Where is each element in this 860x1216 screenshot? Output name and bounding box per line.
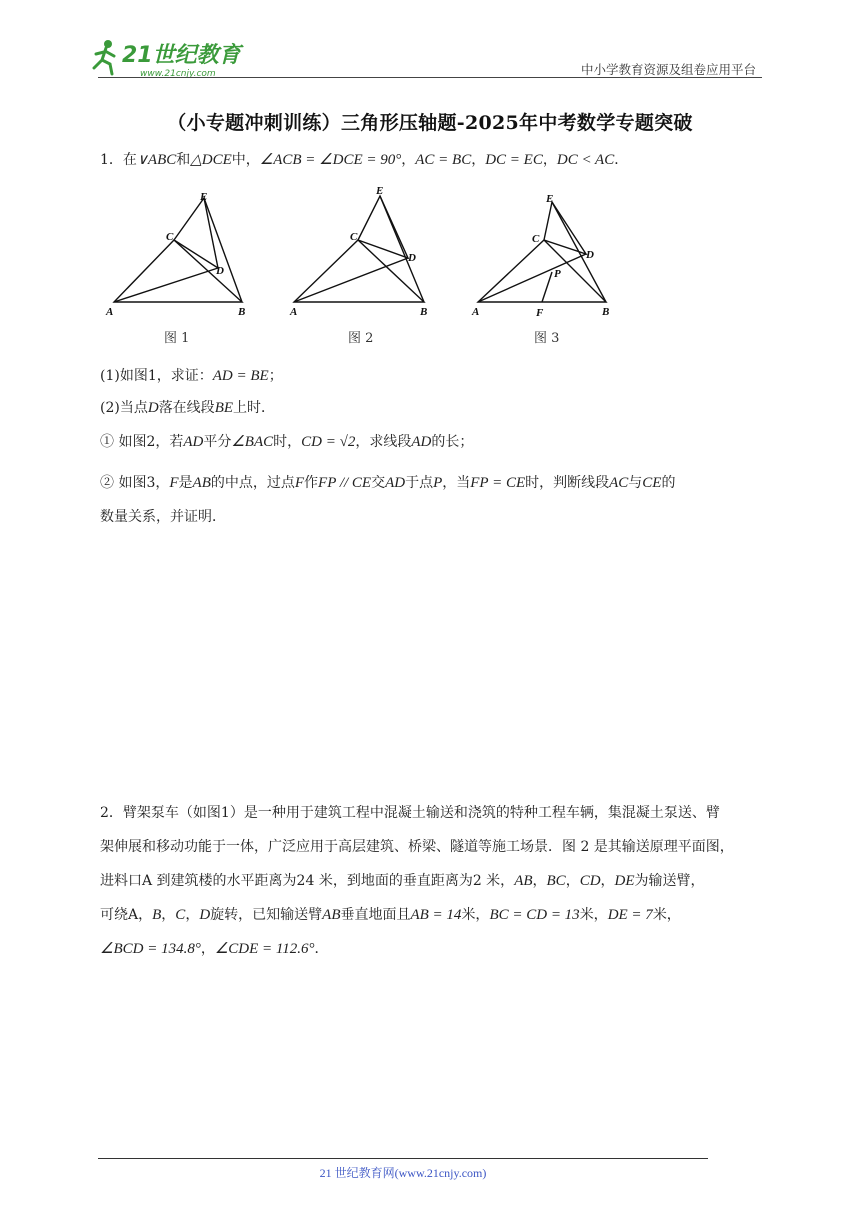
q1-subpart2: ② 如图3，F是AB的中点，过点F作FP // CE交AD于点P，当FP = CE时，判断线段AC与CE的 数量关系，并证明． [100, 475, 676, 525]
fig1-label-A: A [106, 306, 114, 318]
fig3-label-F: F [536, 307, 544, 319]
q2-stem [100, 796, 762, 966]
q2-line-3: 进料口A 到建筑楼的水平距离为24 米，到地面的垂直距离为2 米，AB，BC，CD，DE为输送臂， [100, 873, 705, 889]
q2-line-5: ∠BCD = 134.8°，∠CDE = 112.6°． [100, 941, 329, 957]
fig3-label-B: B [602, 306, 610, 318]
q1-part1: (1)如图1，求证：AD = BE； [100, 368, 283, 384]
fig1-label-D: D [216, 265, 224, 277]
fig1-caption: 图 1 [164, 331, 190, 346]
q2-line-2: 架伸展和移动功能于一体，广泛应用于高层建筑、桥梁、隧道等施工场景．图 2 是其输送原理平面图， [100, 839, 734, 855]
q1-number: 1． [100, 152, 123, 168]
q1-subpart1: ① 如图2，若AD平分∠BAC时，CD = √2，求线段AD的长； [100, 434, 474, 450]
fig2-label-A: A [290, 306, 298, 318]
q2-line-1: 2．臂架泵车（如图1）是一种用于建筑工程中混凝土输送和浇筑的特种工程车辆，集混凝土泵送、臂 [100, 805, 720, 821]
figure-2 [294, 196, 424, 302]
fig3-caption: 图 3 [534, 331, 560, 346]
header-divider [98, 77, 762, 78]
q2-line-4: 可绕A，B，C，D旋转，已知输送臂AB垂直地面且AB = 14米，BC = CD = 13米，DE = 7米， [100, 907, 681, 923]
footer-divider [98, 1158, 708, 1159]
fig2-caption: 图 2 [348, 331, 374, 346]
fig2-label-E: E [376, 185, 384, 197]
site-logo [92, 34, 262, 82]
fig3-label-E: E [546, 193, 554, 205]
footer-link[interactable]: 21 世纪教育网(www.21cnjy.com) [319, 1166, 487, 1180]
figure-1 [114, 198, 242, 302]
q1-stem: 1．在∨ABC和△DCE中，∠ACB = ∠DCE = 90°，AC = BC，DC = EC，DC < AC． [100, 152, 629, 168]
fig3-label-C: C [532, 233, 540, 245]
fig3-label-P: P [554, 268, 561, 280]
q1-figures [100, 182, 630, 352]
fig2-label-B: B [420, 306, 428, 318]
fig2-label-C: C [350, 231, 358, 243]
header-platform-text: 中小学教育资源及组卷应用平台 [580, 62, 756, 77]
fig1-label-B: B [238, 306, 246, 318]
logo-text: 21世纪教育 [122, 43, 241, 68]
fig2-label-D: D [408, 252, 416, 264]
fig1-label-E: E [200, 191, 208, 203]
fig3-label-D: D [586, 249, 594, 261]
page-title: （小专题冲刺训练）三角形压轴题-2025年中考数学专题突破 [167, 112, 693, 134]
q1-part2: (2)当点D落在线段BE上时． [100, 400, 276, 416]
fig3-label-A: A [472, 306, 480, 318]
logo-url: www.21cnjy.com [140, 69, 216, 79]
fig1-label-C: C [166, 231, 174, 243]
q2-number: 2． [100, 805, 123, 821]
runner-icon [94, 40, 114, 74]
